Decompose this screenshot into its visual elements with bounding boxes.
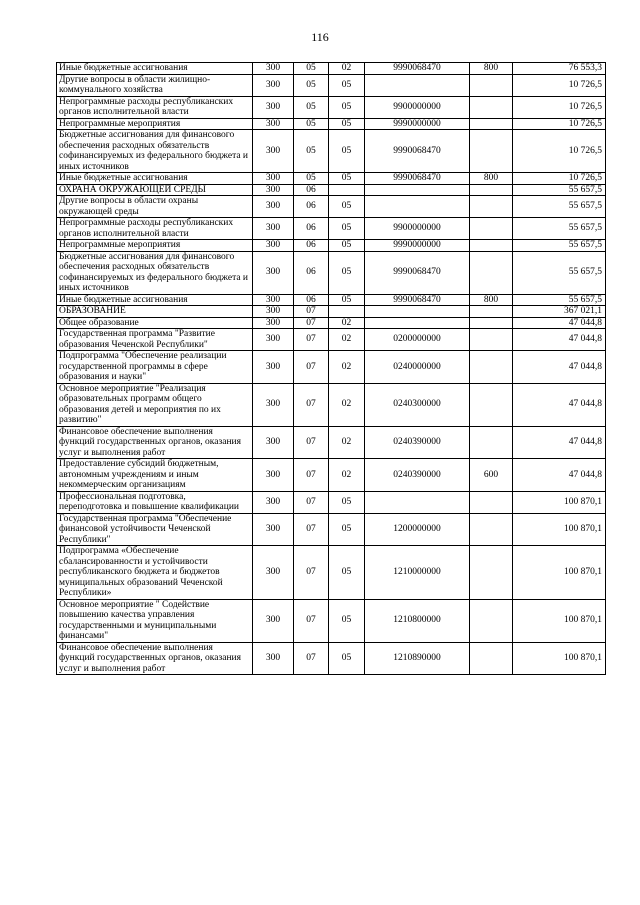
row-pr: 05: [329, 74, 365, 96]
row-vr: 600: [470, 459, 513, 492]
row-rz: 07: [294, 546, 329, 600]
table-row: [57, 642, 606, 675]
row-rz: 07: [294, 383, 329, 426]
row-vr: [470, 96, 513, 118]
table-row: [57, 96, 606, 118]
row-pr: 05: [329, 118, 365, 130]
table-row: [57, 196, 606, 218]
row-amount: 10 726,5: [513, 96, 606, 118]
row-rz: 07: [294, 317, 329, 329]
row-pr: 02: [329, 459, 365, 492]
table-row: [57, 74, 606, 96]
row-name: Непрограммные расходы республиканских органов исполнительной власти: [57, 96, 253, 118]
row-gr: 300: [253, 96, 294, 118]
row-gr: 300: [253, 240, 294, 252]
row-gr: 300: [253, 546, 294, 600]
row-pr: 05: [329, 294, 365, 306]
row-pr: 05: [329, 642, 365, 675]
row-name: Подпрограмма «Обеспечение сбалансированности и устойчивости республиканского бюджета и бюджетов муниципальных образований Чеченской Республики»: [57, 546, 253, 600]
row-gr: 300: [253, 317, 294, 329]
row-gr: 300: [253, 63, 294, 75]
row-csr: 9990068470: [365, 130, 470, 173]
row-rz: 07: [294, 513, 329, 546]
row-name: Бюджетные ассигнования для финансового обеспечения расходных обязательств софинансируемых из федерального бюджета и иных источников: [57, 130, 253, 173]
table-body: [57, 63, 606, 675]
row-csr: 9990000000: [365, 118, 470, 130]
table-row: [57, 546, 606, 600]
row-csr: 9990000000: [365, 240, 470, 252]
row-vr: 800: [470, 173, 513, 185]
table-row: [57, 426, 606, 459]
row-name: Непрограммные расходы республиканских органов исполнительной власти: [57, 218, 253, 240]
row-vr: [470, 426, 513, 459]
row-pr: 05: [329, 96, 365, 118]
row-csr: [365, 196, 470, 218]
row-pr: 05: [329, 130, 365, 173]
row-csr: 9990068470: [365, 251, 470, 294]
row-name: Бюджетные ассигнования для финансового обеспечения расходных обязательств софинансируемых из федерального бюджета и иных источников: [57, 251, 253, 294]
row-pr: 02: [329, 351, 365, 384]
row-amount: 100 870,1: [513, 491, 606, 513]
row-vr: [470, 383, 513, 426]
row-pr: 05: [329, 218, 365, 240]
row-amount: 55 657,5: [513, 184, 606, 196]
row-name: Государственная программа "Обеспечение финансовой устойчивости Чеченской Республики": [57, 513, 253, 546]
row-pr: 02: [329, 426, 365, 459]
row-vr: [470, 317, 513, 329]
row-rz: 07: [294, 306, 329, 318]
table-row: [57, 63, 606, 75]
row-vr: [470, 240, 513, 252]
row-amount: 100 870,1: [513, 546, 606, 600]
table-row: [57, 459, 606, 492]
row-rz: 07: [294, 329, 329, 351]
row-name: Общее образование: [57, 317, 253, 329]
row-pr: 05: [329, 196, 365, 218]
row-amount: 55 657,5: [513, 251, 606, 294]
row-csr: 9990068470: [365, 294, 470, 306]
row-pr: 05: [329, 546, 365, 600]
row-vr: [470, 184, 513, 196]
table-row: [57, 240, 606, 252]
row-vr: [470, 513, 513, 546]
row-pr: 05: [329, 599, 365, 642]
row-name: Другие вопросы в области жилищно-коммунального хозяйства: [57, 74, 253, 96]
row-gr: 300: [253, 426, 294, 459]
row-csr: 9900000000: [365, 96, 470, 118]
row-gr: 300: [253, 173, 294, 185]
row-rz: 05: [294, 74, 329, 96]
table-row: [57, 306, 606, 318]
table-row: [57, 184, 606, 196]
row-csr: 1210000000: [365, 546, 470, 600]
row-gr: 300: [253, 294, 294, 306]
row-amount: 55 657,5: [513, 218, 606, 240]
row-amount: 47 044,8: [513, 383, 606, 426]
row-amount: 47 044,8: [513, 317, 606, 329]
row-gr: 300: [253, 218, 294, 240]
row-csr: 1200000000: [365, 513, 470, 546]
row-name: Финансовое обеспечение выполнения функций государственных органов, оказания услуг и выполнения работ: [57, 426, 253, 459]
row-csr: 0240300000: [365, 383, 470, 426]
row-amount: 47 044,8: [513, 351, 606, 384]
row-amount: 10 726,5: [513, 173, 606, 185]
table-row: [57, 251, 606, 294]
table-row: [57, 317, 606, 329]
row-gr: 300: [253, 74, 294, 96]
row-gr: 300: [253, 251, 294, 294]
row-rz: 07: [294, 426, 329, 459]
row-name: Иные бюджетные ассигнования: [57, 294, 253, 306]
row-rz: 06: [294, 184, 329, 196]
row-rz: 07: [294, 491, 329, 513]
row-amount: 100 870,1: [513, 642, 606, 675]
row-csr: 9990068470: [365, 63, 470, 75]
row-amount: 55 657,5: [513, 196, 606, 218]
row-name: Подпрограмма "Обеспечение реализации государственной программы в сфере образования и науки": [57, 351, 253, 384]
row-rz: 07: [294, 642, 329, 675]
row-pr: 02: [329, 63, 365, 75]
row-vr: [470, 546, 513, 600]
row-gr: 300: [253, 196, 294, 218]
row-rz: 05: [294, 173, 329, 185]
row-rz: 05: [294, 63, 329, 75]
row-csr: [365, 74, 470, 96]
row-gr: 300: [253, 118, 294, 130]
table-row: [57, 130, 606, 173]
row-name: Иные бюджетные ассигнования: [57, 173, 253, 185]
row-name: Иные бюджетные ассигнования: [57, 63, 253, 75]
row-vr: [470, 251, 513, 294]
table-row: [57, 599, 606, 642]
row-vr: [470, 599, 513, 642]
row-gr: 300: [253, 184, 294, 196]
row-vr: [470, 351, 513, 384]
row-vr: [470, 218, 513, 240]
row-vr: 800: [470, 63, 513, 75]
row-gr: 300: [253, 383, 294, 426]
row-vr: [470, 642, 513, 675]
row-rz: 06: [294, 240, 329, 252]
budget-table: [56, 62, 606, 675]
row-name: Другие вопросы в области охраны окружающей среды: [57, 196, 253, 218]
row-gr: 300: [253, 642, 294, 675]
row-name: Основное мероприятие " Содействие повышению качества управления государственными и муниципальными финансами": [57, 599, 253, 642]
row-amount: 367 021,1: [513, 306, 606, 318]
row-pr: 05: [329, 513, 365, 546]
row-amount: 55 657,5: [513, 240, 606, 252]
row-name: Государственная программа "Развитие образования Чеченской Республики": [57, 329, 253, 351]
row-name: ОБРАЗОВАНИЕ: [57, 306, 253, 318]
row-rz: 07: [294, 599, 329, 642]
row-rz: 06: [294, 251, 329, 294]
row-gr: 300: [253, 306, 294, 318]
row-name: Профессиональная подготовка, переподготовка и повышение квалификации: [57, 491, 253, 513]
row-vr: [470, 196, 513, 218]
row-vr: [470, 491, 513, 513]
row-amount: 47 044,8: [513, 426, 606, 459]
row-csr: 0240390000: [365, 459, 470, 492]
table-row: [57, 118, 606, 130]
row-csr: 9900000000: [365, 218, 470, 240]
row-amount: 47 044,8: [513, 329, 606, 351]
row-rz: 05: [294, 130, 329, 173]
table-row: [57, 173, 606, 185]
row-gr: 300: [253, 329, 294, 351]
row-amount: 47 044,8: [513, 459, 606, 492]
row-gr: 300: [253, 459, 294, 492]
table-row: [57, 383, 606, 426]
row-amount: 10 726,5: [513, 130, 606, 173]
row-amount: 100 870,1: [513, 599, 606, 642]
row-csr: [365, 184, 470, 196]
row-amount: 10 726,5: [513, 118, 606, 130]
row-csr: [365, 317, 470, 329]
row-vr: [470, 118, 513, 130]
table-row: [57, 491, 606, 513]
row-csr: [365, 306, 470, 318]
row-pr: 05: [329, 251, 365, 294]
row-rz: 06: [294, 294, 329, 306]
row-amount: 55 657,5: [513, 294, 606, 306]
row-csr: 1210890000: [365, 642, 470, 675]
row-csr: 0240000000: [365, 351, 470, 384]
row-pr: 05: [329, 173, 365, 185]
row-gr: 300: [253, 599, 294, 642]
row-gr: 300: [253, 513, 294, 546]
row-vr: [470, 74, 513, 96]
row-vr: 800: [470, 294, 513, 306]
row-gr: 300: [253, 130, 294, 173]
row-name: Предоставление субсидий бюджетным, автономным учреждениям и иным некоммерческим организациям: [57, 459, 253, 492]
row-gr: 300: [253, 351, 294, 384]
row-pr: 05: [329, 491, 365, 513]
row-name: Основное мероприятие "Реализация образовательных программ общего образования детей и мероприятия по их развитию": [57, 383, 253, 426]
row-pr: 02: [329, 383, 365, 426]
row-rz: 07: [294, 459, 329, 492]
row-name: Финансовое обеспечение выполнения функций государственных органов, оказания услуг и выполнения работ: [57, 642, 253, 675]
table-row: [57, 294, 606, 306]
table-row: [57, 329, 606, 351]
row-amount: 100 870,1: [513, 513, 606, 546]
row-csr: 0240390000: [365, 426, 470, 459]
row-name: Непрограммные мероприятия: [57, 240, 253, 252]
table-row: [57, 218, 606, 240]
row-rz: 06: [294, 218, 329, 240]
row-amount: 10 726,5: [513, 74, 606, 96]
row-gr: 300: [253, 491, 294, 513]
row-vr: [470, 329, 513, 351]
row-rz: 06: [294, 196, 329, 218]
row-csr: 1210800000: [365, 599, 470, 642]
table-row: [57, 513, 606, 546]
row-rz: 05: [294, 96, 329, 118]
row-pr: 02: [329, 317, 365, 329]
row-name: ОХРАНА ОКРУЖАЮЩЕЙ СРЕДЫ: [57, 184, 253, 196]
row-pr: [329, 306, 365, 318]
table-row: [57, 351, 606, 384]
row-pr: 05: [329, 240, 365, 252]
row-rz: 07: [294, 351, 329, 384]
row-pr: [329, 184, 365, 196]
row-csr: [365, 491, 470, 513]
row-csr: 0200000000: [365, 329, 470, 351]
budget-table-container: [56, 62, 605, 675]
row-name: Непрограммные мероприятия: [57, 118, 253, 130]
row-csr: 9990068470: [365, 173, 470, 185]
page-number: 116: [311, 30, 329, 44]
row-rz: 05: [294, 118, 329, 130]
row-amount: 76 553,3: [513, 63, 606, 75]
row-vr: [470, 130, 513, 173]
row-pr: 02: [329, 329, 365, 351]
row-vr: [470, 306, 513, 318]
